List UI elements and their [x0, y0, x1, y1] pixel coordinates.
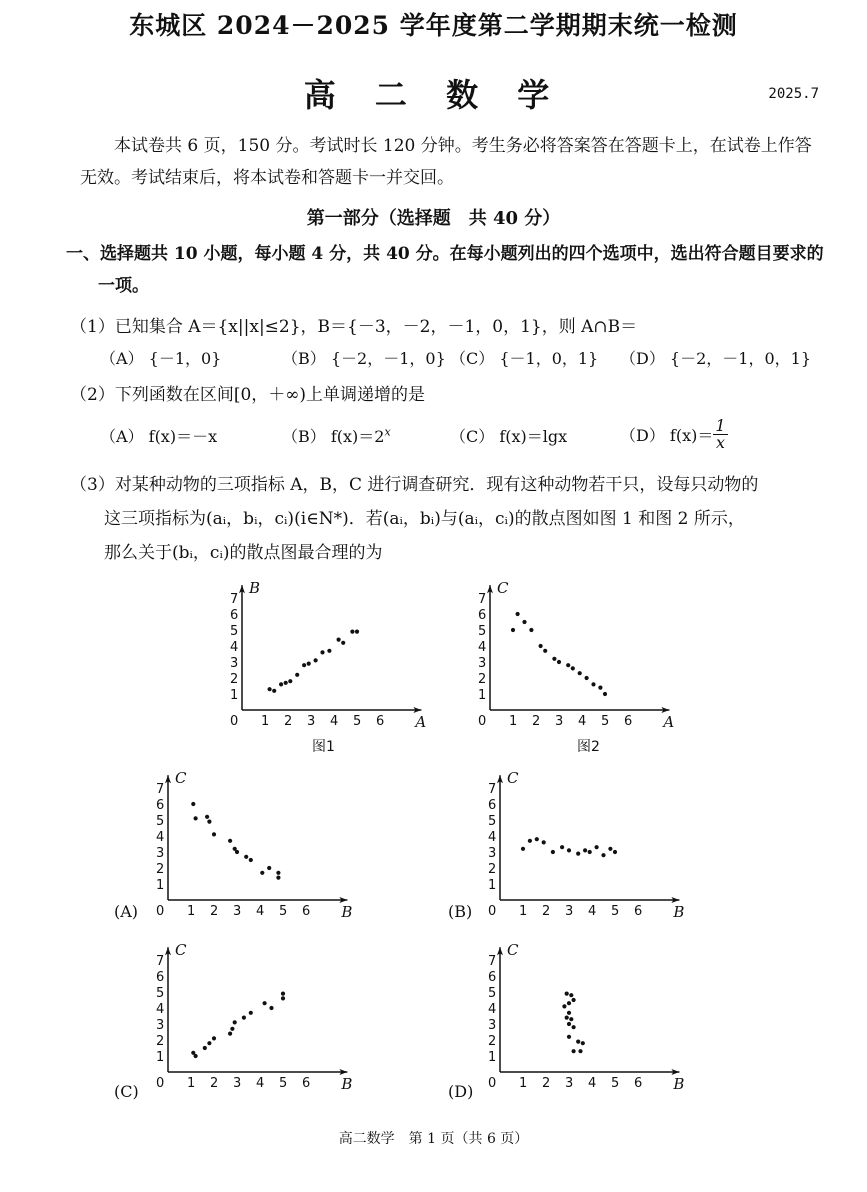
optA-x-tick-2: 2 [210, 904, 219, 919]
optD-y-tick-5: 5 [488, 986, 497, 1001]
optB-x-label: B [673, 903, 685, 920]
option-d-chart [480, 940, 710, 1092]
fig2-x-tick-4: 4 [578, 714, 587, 729]
optA-point-13 [276, 876, 280, 880]
optD-x-tick-3: 3 [565, 1076, 574, 1091]
optC-point-3 [207, 1041, 211, 1045]
fig1-y-tick-2: 2 [230, 672, 239, 687]
optD-point-14 [578, 1049, 582, 1053]
fig2-point-3 [529, 628, 533, 632]
fig2-x-tick-3: 3 [555, 714, 564, 729]
optC-point-10 [263, 1001, 267, 1005]
optB-point-12 [608, 847, 612, 851]
q2-option-d-fraction [713, 418, 727, 451]
optA-y-label: C [175, 769, 187, 788]
optD-x-tick-2: 2 [542, 1076, 551, 1091]
fig2-point-12 [591, 682, 595, 686]
optD-y-tick-6: 6 [488, 970, 497, 985]
optD-point-10 [567, 1035, 571, 1039]
optD-y-tick-1: 1 [488, 1050, 497, 1065]
optC-point-7 [233, 1020, 237, 1024]
optA-point-11 [267, 866, 271, 870]
page-footer: 高二数学 第 1 页（共 6 页） [338, 1131, 529, 1147]
fig2-point-0 [511, 628, 515, 632]
optB-point-0 [521, 847, 525, 851]
optC-point-5 [228, 1032, 232, 1036]
fig2-x-tick-2: 2 [532, 714, 541, 729]
fig1-point-10 [327, 649, 331, 653]
q2-option-b-text: （B） f(x)＝2 [282, 427, 385, 446]
q1-option-a[interactable]: （A） {－1，0} [100, 349, 222, 368]
optB-point-2 [535, 837, 539, 841]
q1-stem: （1）已知集合 A＝{x||x|≤2}，B＝{－3，－2，－1，0，1}，则 A∩B＝ [70, 317, 638, 337]
fig1-point-11 [337, 638, 341, 642]
optB-point-5 [560, 845, 564, 849]
fig2-point-6 [552, 657, 556, 661]
fig2-point-11 [585, 676, 589, 680]
optA-y-tick-4: 4 [156, 830, 165, 845]
optA-point-3 [207, 820, 211, 824]
optC-point-12 [281, 996, 285, 1000]
optA-point-5 [228, 839, 232, 843]
optB-y-tick-6: 6 [488, 798, 497, 813]
optB-point-7 [576, 852, 580, 856]
optA-y-tick-5: 5 [156, 814, 165, 829]
optC-point-13 [281, 992, 285, 996]
optA-y-tick-2: 2 [156, 862, 165, 877]
fig1-point-3 [284, 681, 288, 685]
fig2-x-tick-6: 6 [624, 714, 633, 729]
optC-point-8 [242, 1016, 246, 1020]
fig1-point-6 [302, 663, 306, 667]
optD-point-5 [567, 1011, 571, 1015]
optB-point-11 [601, 853, 605, 857]
fig2-x-tick-1: 1 [509, 714, 518, 729]
fig2-y-tick-7: 7 [478, 592, 487, 607]
fig1-x-tick-3: 3 [307, 714, 316, 729]
optA-y-tick-7: 7 [156, 782, 165, 797]
optA-point-0 [191, 802, 195, 806]
optD-point-8 [567, 1022, 571, 1026]
fig1-x-label: A [415, 713, 427, 730]
optB-point-6 [567, 848, 571, 852]
fig2-x-tick-5: 5 [601, 714, 610, 729]
q2-stem: （2）下列函数在区间[0，＋∞)上单调递增的是 [70, 385, 426, 405]
optD-x-label: B [673, 1075, 685, 1092]
fig2-svg [470, 578, 700, 730]
optC-y-tick-4: 4 [156, 1002, 165, 1017]
optB-point-3 [542, 840, 546, 844]
optD-point-1 [569, 993, 573, 997]
exam-date: 2025.7 [768, 86, 819, 102]
optB-point-8 [583, 848, 587, 852]
optA-point-7 [235, 850, 239, 854]
optC-point-2 [203, 1046, 207, 1050]
q3-stem-line3: 那么关于(bᵢ，cᵢ)的散点图最合理的为 [104, 543, 383, 563]
q2-option-b-exponent: x [384, 425, 391, 439]
optD-x-tick-4: 4 [588, 1076, 597, 1091]
optD-point-11 [572, 1049, 576, 1053]
q2-option-d-numerator: 1 [715, 416, 726, 435]
fig1-point-14 [355, 630, 359, 634]
optD-point-9 [572, 1025, 576, 1029]
optC-x-tick-6: 6 [302, 1076, 311, 1091]
fig1-y-tick-5: 5 [230, 624, 239, 639]
optA-x-tick-6: 6 [302, 904, 311, 919]
optD-point-4 [562, 1004, 566, 1008]
optD-y-label: C [507, 941, 519, 960]
optC-point-9 [249, 1011, 253, 1015]
q2-option-d-text: （D） f(x)＝ [620, 426, 714, 445]
optB-x-tick-1: 1 [519, 904, 528, 919]
fig2-point-2 [522, 620, 526, 624]
fig1-y-tick-3: 3 [230, 656, 239, 671]
part1-title: 第一部分（选择题 共 40 分） [306, 208, 561, 229]
fig1-x-tick-6: 6 [376, 714, 385, 729]
fig2-x-tick-0: 0 [478, 714, 487, 729]
optC-point-6 [230, 1027, 234, 1031]
fig1-x-tick-4: 4 [330, 714, 339, 729]
fig1-point-8 [314, 658, 318, 662]
figure-1-chart [222, 578, 452, 730]
optB-x-tick-5: 5 [611, 904, 620, 919]
optC-y-tick-7: 7 [156, 954, 165, 969]
optA-x-tick-3: 3 [233, 904, 242, 919]
intro-paragraph: 本试卷共 6 页，150 分。考试时长 120 分钟。考生务必将答案答在答题卡上，在试卷上作答无效。考试结束后，将本试卷和答题卡一并交回。 [80, 136, 812, 188]
fig2-point-4 [539, 644, 543, 648]
optA-x-label: B [341, 903, 353, 920]
optA-point-4 [212, 832, 216, 836]
q1-option-d[interactable]: （D） {－2，－1，0，1} [620, 349, 811, 368]
optB-x-tick-3: 3 [565, 904, 574, 919]
optD-y-tick-3: 3 [488, 1018, 497, 1033]
optC-x-tick-1: 1 [187, 1076, 196, 1091]
optA-point-8 [244, 855, 248, 859]
fig1-y-tick-4: 4 [230, 640, 239, 655]
optA-svg [148, 768, 378, 920]
optD-point-6 [565, 1016, 569, 1020]
optD-point-12 [576, 1040, 580, 1044]
fig2-y-tick-3: 3 [478, 656, 487, 671]
optC-point-4 [212, 1036, 216, 1040]
subject-title: 高 二 数 学 [303, 76, 564, 114]
fig1-point-13 [350, 630, 354, 634]
fig2-y-label: C [497, 579, 509, 598]
optD-point-3 [572, 998, 576, 1002]
optC-y-tick-2: 2 [156, 1034, 165, 1049]
optB-point-13 [613, 850, 617, 854]
fig1-y-tick-7: 7 [230, 592, 239, 607]
optB-y-tick-5: 5 [488, 814, 497, 829]
fig2-point-9 [571, 666, 575, 670]
optD-y-tick-2: 2 [488, 1034, 497, 1049]
q2-option-d[interactable] [620, 418, 728, 451]
optC-y-label: C [175, 941, 187, 960]
fig2-y-tick-2: 2 [478, 672, 487, 687]
fig1-svg [222, 578, 452, 730]
fig2-point-7 [557, 660, 561, 664]
optC-x-tick-4: 4 [256, 1076, 265, 1091]
optA-y-tick-6: 6 [156, 798, 165, 813]
exam-title: 东城区 2024－2025 学年度第二学期期末统一检测 [129, 11, 738, 40]
optC-y-tick-5: 5 [156, 986, 165, 1001]
optB-y-label: C [507, 769, 519, 788]
option-d-label[interactable]: (D) [448, 1082, 474, 1101]
optA-point-9 [249, 858, 253, 862]
optC-point-11 [269, 1006, 273, 1010]
fig1-point-9 [320, 650, 324, 654]
optD-y-tick-7: 7 [488, 954, 497, 969]
optD-point-7 [569, 1017, 573, 1021]
fig1-point-7 [307, 662, 311, 666]
fig2-point-14 [603, 692, 607, 696]
optB-y-tick-2: 2 [488, 862, 497, 877]
fig1-x-tick-1: 1 [261, 714, 270, 729]
optA-x-tick-0: 0 [156, 904, 165, 919]
section1-instructions: 一、选择题共 10 小题，每小题 4 分，共 40 分。在每小题列出的四个选项中，选出符合题目要求的一项。 [66, 244, 824, 296]
optA-y-tick-3: 3 [156, 846, 165, 861]
fig1-point-1 [272, 689, 276, 693]
optB-point-10 [595, 845, 599, 849]
optB-x-tick-4: 4 [588, 904, 597, 919]
option-a-label[interactable]: (A) [114, 902, 139, 921]
fig1-x-tick-2: 2 [284, 714, 293, 729]
fig2-y-tick-4: 4 [478, 640, 487, 655]
optA-x-tick-4: 4 [256, 904, 265, 919]
fig2-y-tick-1: 1 [478, 688, 487, 703]
q3-stem-line1: （3）对某种动物的三项指标 A，B，C 进行调查研究．现有这种动物若干只，设每只动物的 [70, 475, 759, 495]
optB-y-tick-1: 1 [488, 878, 497, 893]
optC-y-tick-1: 1 [156, 1050, 165, 1065]
fig2-y-tick-5: 5 [478, 624, 487, 639]
optC-x-tick-0: 0 [156, 1076, 165, 1091]
option-b-chart [480, 768, 710, 920]
fig1-point-12 [341, 641, 345, 645]
option-c-label[interactable]: (C) [114, 1082, 139, 1101]
optB-y-tick-7: 7 [488, 782, 497, 797]
optA-x-tick-5: 5 [279, 904, 288, 919]
optA-point-12 [276, 871, 280, 875]
optB-x-tick-6: 6 [634, 904, 643, 919]
fig2-point-1 [516, 612, 520, 616]
optB-point-1 [528, 839, 532, 843]
q2-option-d-denominator: x [715, 433, 725, 452]
optC-point-1 [194, 1054, 198, 1058]
q1-options [0, 346, 867, 370]
optA-x-tick-1: 1 [187, 904, 196, 919]
optC-x-tick-5: 5 [279, 1076, 288, 1091]
optD-point-13 [581, 1041, 585, 1045]
option-c-chart [148, 940, 378, 1092]
optD-y-tick-4: 4 [488, 1002, 497, 1017]
fig2-point-5 [543, 649, 547, 653]
figure-2-chart [470, 578, 700, 730]
optC-x-label: B [341, 1075, 353, 1092]
optD-x-tick-6: 6 [634, 1076, 643, 1091]
q2-option-a[interactable]: （A） f(x)＝－x [100, 427, 218, 446]
optA-point-1 [194, 816, 198, 820]
optD-x-tick-0: 0 [488, 1076, 497, 1091]
optD-point-2 [567, 1001, 571, 1005]
optD-x-tick-5: 5 [611, 1076, 620, 1091]
q2-option-c[interactable]: （C） f(x)＝lgx [450, 427, 568, 446]
q3-stem-line2: 这三项指标为(aᵢ，bᵢ，cᵢ)(i∈N*)．若(aᵢ，bᵢ)与(aᵢ，cᵢ)的散点图如图 1 和图 2 所示， [104, 509, 745, 529]
optA-point-10 [260, 871, 264, 875]
fig1-y-label: B [249, 579, 261, 598]
optB-x-tick-0: 0 [488, 904, 497, 919]
optB-x-tick-2: 2 [542, 904, 551, 919]
optD-point-0 [565, 992, 569, 996]
fig1-y-tick-1: 1 [230, 688, 239, 703]
optC-x-tick-3: 3 [233, 1076, 242, 1091]
optB-y-tick-3: 3 [488, 846, 497, 861]
fig2-x-label: A [663, 713, 675, 730]
optC-y-tick-6: 6 [156, 970, 165, 985]
q2-options [0, 418, 867, 458]
optD-svg [480, 940, 710, 1092]
fig1-y-tick-6: 6 [230, 608, 239, 623]
optC-y-tick-3: 3 [156, 1018, 165, 1033]
fig1-point-0 [268, 687, 272, 691]
fig1-point-2 [279, 682, 283, 686]
figure-2-caption: 图2 [577, 739, 600, 755]
optB-svg [480, 768, 710, 920]
optD-x-tick-1: 1 [519, 1076, 528, 1091]
fig2-point-13 [598, 686, 602, 690]
optB-point-9 [588, 850, 592, 854]
option-b-label[interactable]: (B) [448, 902, 473, 921]
fig2-y-tick-6: 6 [478, 608, 487, 623]
fig2-point-8 [566, 663, 570, 667]
optB-point-4 [551, 850, 555, 854]
optB-y-tick-4: 4 [488, 830, 497, 845]
figure-1-caption: 图1 [312, 739, 335, 755]
optA-point-2 [205, 815, 209, 819]
optC-x-tick-2: 2 [210, 1076, 219, 1091]
optA-y-tick-1: 1 [156, 878, 165, 893]
fig1-x-tick-0: 0 [230, 714, 239, 729]
option-a-chart [148, 768, 378, 920]
fig1-x-tick-5: 5 [353, 714, 362, 729]
optC-svg [148, 940, 378, 1092]
fig2-point-10 [578, 671, 582, 675]
q1-option-c[interactable]: （C） {－1，0，1} [450, 349, 599, 368]
fig1-point-4 [288, 679, 292, 683]
q2-option-b[interactable] [282, 424, 391, 447]
q1-option-b[interactable]: （B） {－2，－1，0} [282, 349, 446, 368]
fig1-point-5 [295, 673, 299, 677]
